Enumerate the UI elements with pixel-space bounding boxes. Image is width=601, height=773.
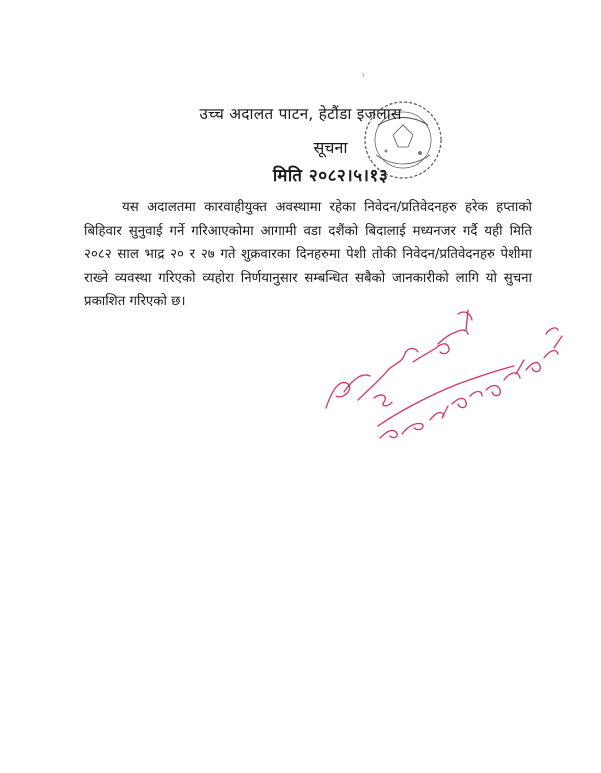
notice-heading: सूचना — [313, 138, 348, 157]
notice-body-wrapper — [84, 196, 532, 314]
notice-date: मिति २०८२।५।१३ — [272, 166, 389, 186]
notice-body: यस अदालतमा कारवाहीयुक्त अवस्थामा रहेका निवेदन/प्रतिवेदनहरु हरेक हप्ताको बिहिवार सुनुवाई गर्ने गरिआएकोमा आगामी वडा दशैंको बिदालाई मध्यनजर गर्दै यही मिति २०८२ साल भाद्र २० र २७ गते शुक्रवारका दिनहरुमा पेशी तोकी निवेदन/प्रतिवेदनहरु पेशीमा राख्ने व्यवस्था गरिएको व्यहोरा निर्णयानुसार सम्बन्धित सबैको जानकारीको लागि यो सुचना प्रकाशित गरिएको छ। — [84, 200, 532, 310]
handwritten-signature — [318, 300, 578, 450]
court-name: उच्च अदालत पाटन, हेटौंडा इजलास — [199, 105, 402, 123]
scan-speck — [361, 72, 367, 78]
